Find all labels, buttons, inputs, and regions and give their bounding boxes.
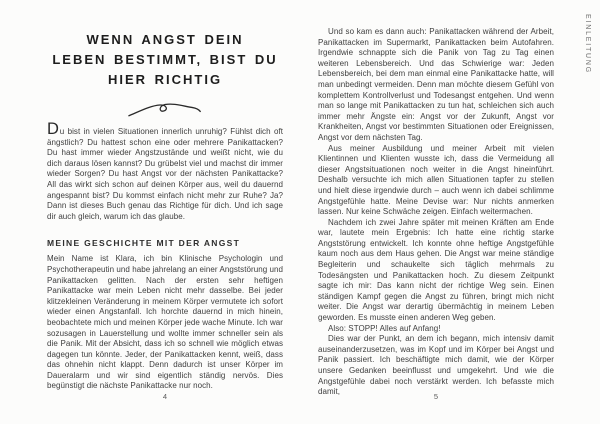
page-number-right: 5: [433, 392, 439, 401]
body-paragraph: Und so kam es dann auch: Panikattacken während der Arbeit, Panikattacken im Supermarkt, Panikattacken beim Autofahren. Irgendwie schnappte sich die Panik von Tag zu Tag einen weiteren Lebensbereich. Und das Schwierige war: Jeden Lebensbereich, bei dem man einmal eine Panikattacke hatte, will man unbedingt vermeiden. Denn man möchte diesem Gefühl von komplettem Kontrollverlust und Todesangst entgehen. Und wenn man so lange mit Panikattacken zu tun hat, schleichen sich auch immer mehr Ängste ein: Angst vor der Zukunft, Angst vor Krankheiten, Angst vor bestimmten Situationen oder Ereignissen, Angst vor dem nächsten Tag.: [318, 27, 554, 142]
body-paragraph: Dies war der Punkt, an dem ich begann, mich intensiv damit auseinanderzusetzen, was im Kopf und im Körper bei Angst und Panik passiert. Ich beschäftigte mich damit, wie der Körper unsere Gedanken beeinflusst und umgekehrt. Und wie die Angstgefühle dabei noch verstärkt werden. Ich befasste mich damit,: [318, 334, 554, 397]
intro-paragraph-text: u bist in vielen Situationen innerlich unruhig? Fühlst dich oft ängstlich? Du hattest schon eine oder mehrere Panikattacken? Du hast immer wieder Angstzustände und weißt nicht, wie du dich daraus lösen kannst? Du grübelst viel und machst dir immer wieder Sorgen? Du hast Angst vor der nächsten Panikattacke? All das wirkt sich schon auf deinen Körper aus, weil du dauernd angespannt bist? Du kommst einfach nicht mehr zur Ruhe? Ja? Dann ist dieses Buch genau das Richtige für dich. Und ich sage dir auch gleich, warum ich das glaube.: [47, 127, 283, 221]
body-paragraph: Also: STOPP! Alles auf Anfang!: [328, 323, 441, 333]
section-heading: MEINE GESCHICHTE MIT DER ANGST: [47, 238, 241, 249]
squiggle-ornament-icon: [47, 95, 283, 121]
chapter-edge-label: EINLEITUNG: [584, 14, 591, 75]
body-paragraph: Aus meiner Ausbildung und meiner Arbeit mit vielen Klientinnen und Klienten wusste ich, dass die Vermeidung all dieser Angstsituationen noch weiter in die Angst hineinführt. Deshalb versuchte ich mich allen Situationen tapfer zu stellen und hielt diese irgendwie durch – auch wenn ich dabei schlimme Angstgefühle hatte. Meine Devise war: Nur nichts anmerken lassen. Nur keine Schwäche zeigen. Einfach weitermachen.: [318, 143, 554, 217]
chapter-title-line: WENN ANGST DEIN: [86, 32, 244, 47]
body-paragraph: Nachdem ich zwei Jahre später mit meinen Kräften am Ende war, lautete mein Ergebnis: Ich hatte eine richtig starke Angststörung entwickelt. Ich konnte ohne heftige Angstgefühle kaum noch aus dem Haus gehen. Die Angst war meine ständige Begleiterin und schaukelte sich täglich mehrmals zu Todesängsten und Panikattacken hoch. Zu diesem Zeitpunkt sagte ich mir: Das kann nicht der richtige Weg sein. Einen ständigen Kampf gegen die Angst zu führen, bringt mich nicht weiter. Die Angst war derartig übermächtig in meinem Leben geworden. Es musste einen anderen Weg geben.: [318, 217, 554, 323]
page-number-left: 4: [162, 392, 168, 401]
raised-initial-cap: D: [47, 120, 60, 138]
right-page: [318, 27, 554, 410]
story-paragraph: Mein Name ist Klara, ich bin Klinische Psychologin und Psychotherapeutin und habe jahrelang an einer Angststörung und Panikattacken gelitten. Nach der ersten sehr heftigen Panikattacke war mein Leben nicht mehr dasselbe. Bei jeder klitzekleinen Veränderung in meinem Körper vermutete ich sofort wieder einen Angstanfall. Ich horchte dauernd in mich hinein, beobachtete mich und meinen Körper jede wache Minute. Ich war sozusagen in Lauerstellung und wollte immer schneller sein als die Panik. Mit der Absicht, dass ich so schnell wie möglich etwas dagegen tun könnte. Jeder, der Panikattacken kennt, weiß, dass das ohnehin nicht klappt. Denn dadurch ist unser Körper im Daueralarm und wir sind eigentlich ständig nervös. Dies begünstigt die nächste Panikattacke nur noch.: [47, 254, 283, 391]
intro-paragraph: [47, 120, 283, 222]
chapter-title: [47, 30, 283, 90]
chapter-title-line: HIER RICHTIG: [107, 72, 223, 87]
chapter-title-line: LEBEN BESTIMMT, BIST DU: [52, 52, 278, 67]
left-page: [47, 30, 283, 410]
